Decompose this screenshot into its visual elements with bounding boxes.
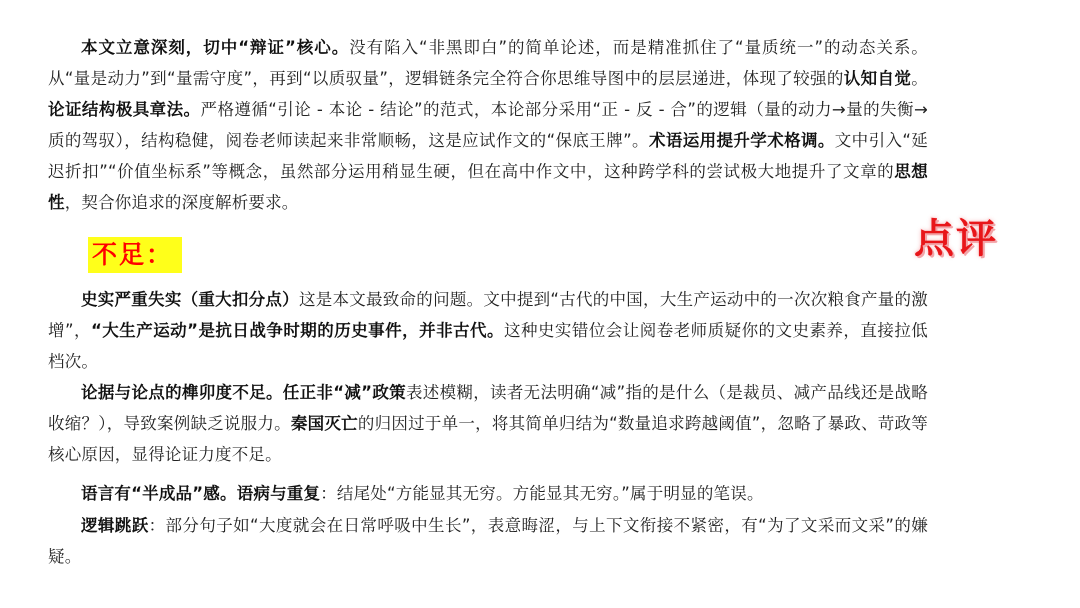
weakness-text: 的归因过于单一，将其简单归结为“数量追求跨越阈值”，忽略了暴政、苛政等核心原因，显得论证力度不足。: [48, 414, 928, 464]
weakness-paragraph-evidence: [48, 377, 928, 470]
strength-keyword: 思想性: [48, 162, 928, 212]
weakness-text: ：结尾处“方能显其无穷。方能显其无穷。”属于明显的笔误。: [320, 484, 764, 503]
strength-text: 。: [911, 69, 928, 88]
weakness-text: 表述模糊，读者无法明确“减”指的是什么（是裁员、减产品线还是战略收缩？），导致案例缺乏说服力。: [48, 383, 928, 433]
shortcoming-heading: 不足：: [92, 240, 174, 269]
weakness-text: ：部分句子如“大度就会在日常呼吸中生长”，表意晦涩，与上下文衔接不紧密，有“为了文采而文采”的嫌疑。: [48, 516, 928, 566]
strength-text: 严格遵循“引论 - 本论 - 结论”的范式，本论部分采用“正 - 反 - 合”的逻辑（量的动力→量的失衡→质的驾驭），结构稳健，阅卷老师读起来非常顺畅，这是应试作文的“保底王牌”。: [48, 100, 928, 150]
strength-text: 没有陷入“非黑即白”的简单论述，而是精准抓住了“量质统一”的动态关系。从“量是动力”到“量需守度”，再到“以质驭量”，逻辑链条完全符合你思维导图中的层层递进，体现了较强的: [48, 38, 928, 88]
weakness-keyword: “大生产运动”是抗日战争时期的历史事件，并非古代。: [90, 321, 504, 340]
review-stamp: 点评: [914, 216, 998, 262]
strength-text: ，契合你追求的深度解析要求。: [64, 193, 299, 212]
weakness-title: 论据与论点的榫卯度不足。任正非“减”政策: [81, 383, 406, 402]
weakness-text: 这是本文最致命的问题。文中提到“古代的中国，大生产运动中的一次次粮食产量的激增”，: [48, 290, 928, 340]
weakness-paragraph-history: [48, 284, 928, 377]
weakness-title: 语言有“半成品”感。语病与重复: [81, 484, 321, 503]
shortcoming-heading-highlight: [88, 237, 182, 273]
weakness-paragraph-language: [48, 478, 928, 509]
strength-keyword: 认知自觉: [843, 69, 912, 88]
strength-text: 文中引入“延迟折扣”“价值坐标系”等概念，虽然部分运用稍显生硬，但在高中作文中，这种跨学科的尝试极大地提升了文章的: [48, 131, 929, 181]
strength-point-thesis: 本文立意深刻，切中“辩证”核心。: [81, 38, 350, 57]
weakness-paragraph-logic: [48, 510, 928, 572]
strengths-paragraph: [48, 32, 928, 218]
weakness-text: 这种史实错位会让阅卷老师质疑你的文史素养，直接拉低档次。: [48, 321, 928, 371]
strength-point-terminology: 术语运用提升学术格调。: [648, 131, 835, 150]
strength-point-structure: 论证结构极具章法。: [48, 100, 201, 119]
weakness-title: 史实严重失实（重大扣分点）: [81, 290, 299, 309]
weakness-title: 逻辑跳跃: [81, 516, 149, 535]
weakness-keyword: 秦国灭亡: [290, 414, 358, 433]
